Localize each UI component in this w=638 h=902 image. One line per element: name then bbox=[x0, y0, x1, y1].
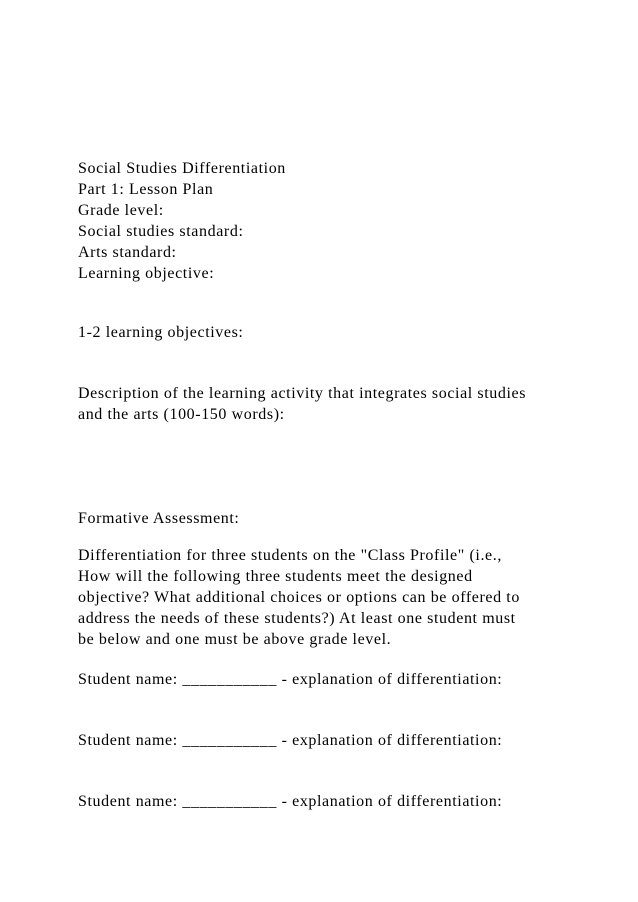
part-heading: Part 1: Lesson Plan bbox=[78, 181, 214, 198]
formative-assessment-label: Formative Assessment: bbox=[78, 510, 240, 527]
grade-level-label: Grade level: bbox=[78, 202, 164, 219]
differentiation-line-3: objective? What additional choices or options can be offered to bbox=[78, 589, 520, 606]
differentiation-line-2: How will the following three students meet the designed bbox=[78, 568, 473, 585]
student-prompt-3: Student name: ___________ - explanation of differentiation: bbox=[78, 793, 503, 810]
learning-objective-label: Learning objective: bbox=[78, 265, 215, 282]
differentiation-line-1: Differentiation for three students on the "Class Profile" (i.e., bbox=[78, 547, 502, 564]
differentiation-line-4: address the needs of these students?) At least one student must bbox=[78, 610, 516, 627]
student-prompt-1: Student name: ___________ - explanation of differentiation: bbox=[78, 671, 503, 688]
activity-prompt-line-1: Description of the learning activity that integrates social studies bbox=[78, 385, 527, 402]
social-studies-standard-label: Social studies standard: bbox=[78, 223, 244, 240]
student-prompt-2: Student name: ___________ - explanation of differentiation: bbox=[78, 732, 503, 749]
objectives-prompt: 1-2 learning objectives: bbox=[78, 324, 244, 341]
document-title: Social Studies Differentiation bbox=[78, 160, 286, 177]
differentiation-line-5: be below and one must be above grade level. bbox=[78, 631, 392, 648]
arts-standard-label: Arts standard: bbox=[78, 244, 177, 261]
activity-prompt-line-2: and the arts (100-150 words): bbox=[78, 406, 285, 423]
